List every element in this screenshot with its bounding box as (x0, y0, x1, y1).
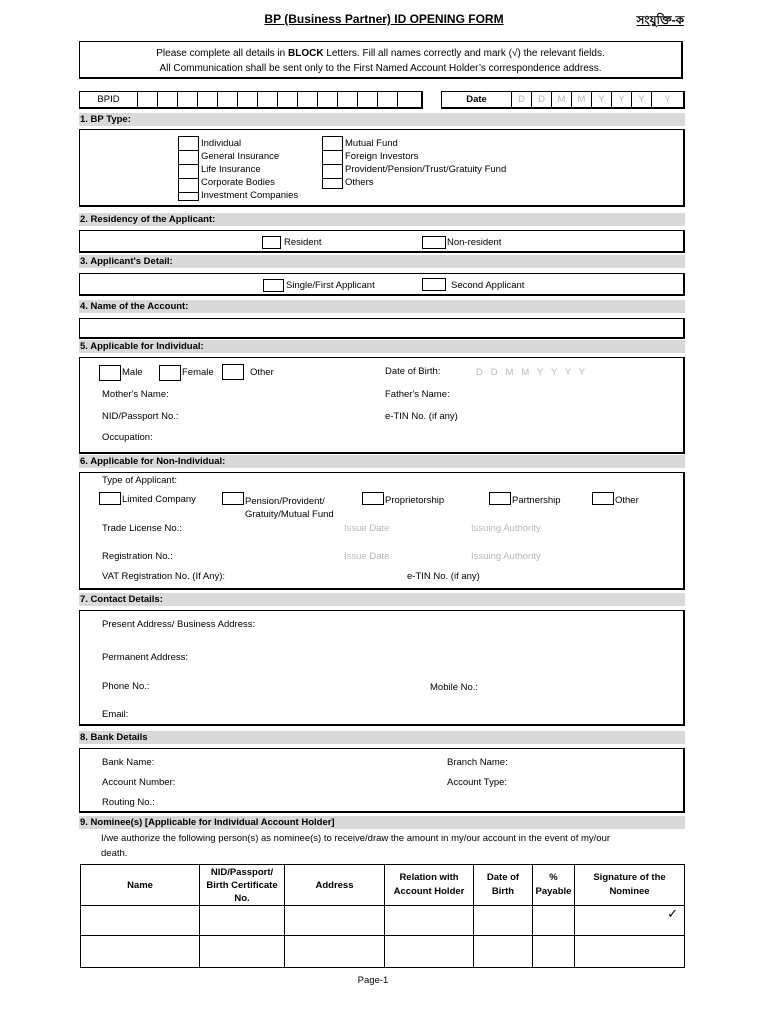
pension-checkbox[interactable] (222, 492, 244, 505)
second-applicant-checkbox[interactable] (422, 278, 446, 291)
bp-type-mutual-fund: Mutual Fund (345, 138, 398, 149)
partnership-label: Partnership (512, 495, 561, 506)
nid-label: NID/Passport No.: (102, 411, 179, 422)
nominee-nid-cell[interactable] (200, 906, 285, 936)
trade-issuing-authority-placeholder[interactable]: Issuing Authority (471, 523, 541, 534)
bpid-digit-cell[interactable] (158, 92, 178, 107)
nominee-name-cell[interactable] (81, 906, 200, 936)
nominee-relation-cell[interactable] (385, 936, 474, 968)
checkbox[interactable] (323, 137, 342, 151)
bp-type-others: Others (345, 177, 374, 188)
bp-type-corporate-bodies: Corporate Bodies (201, 177, 275, 188)
bp-type-left-labels (201, 137, 298, 202)
section-bp-type: 1. BP Type: (79, 113, 685, 126)
residency-box (79, 230, 685, 253)
instructions-line1-pre: Please complete all details in (156, 48, 289, 59)
nominee-name-cell[interactable] (81, 936, 200, 968)
bp-type-foreign-investors: Foreign Investors (345, 151, 419, 162)
present-address-label: Present Address/ Business Address: (102, 619, 256, 630)
section-account-name: 4. Name of the Account: (79, 300, 685, 313)
bank-name-label: Bank Name: (102, 757, 155, 768)
female-label: Female (182, 367, 214, 378)
bpid-digit-cell[interactable] (138, 92, 158, 107)
nominee-relation-cell[interactable] (385, 906, 474, 936)
date-cell[interactable]: M (572, 92, 592, 107)
date-cell[interactable]: Y (612, 92, 632, 107)
non-individual-etin-label: e-TIN No. (if any) (407, 571, 480, 582)
pension-label-line1: Pension/Provident/ (245, 496, 325, 507)
col-signature (575, 865, 685, 906)
instructions-box (79, 41, 683, 79)
registration-label: Registration No.: (102, 551, 173, 562)
nominee-dob-cell[interactable] (474, 906, 533, 936)
resident-label: Resident (284, 237, 322, 248)
nominee-authorization-text (101, 831, 610, 861)
nominee-payable-cell[interactable] (533, 906, 575, 936)
date-cell[interactable]: Y (592, 92, 612, 107)
first-applicant-label: Single/First Applicant (286, 280, 375, 291)
bpid-digit-cell[interactable] (338, 92, 358, 107)
section-applicant-detail: 3. Applicant's Detail: (79, 255, 685, 268)
proprietorship-label: Proprietorship (385, 495, 445, 506)
table-row (81, 936, 685, 968)
account-type-label: Account Type: (447, 777, 508, 788)
female-checkbox[interactable] (159, 365, 181, 381)
mobile-label: Mobile No.: (430, 682, 479, 693)
limited-company-label: Limited Company (122, 494, 196, 505)
table-row (81, 906, 685, 936)
nominee-address-cell[interactable] (285, 906, 385, 936)
nominee-text-line2: death. (101, 848, 128, 859)
bpid-digit-cell[interactable] (178, 92, 198, 107)
other-type-label: Other (615, 495, 639, 506)
registration-issuing-authority-placeholder[interactable]: Issuing Authority (471, 551, 541, 562)
nominee-address-cell[interactable] (285, 936, 385, 968)
dob-placeholder[interactable]: D D M M Y Y Y Y (476, 367, 586, 378)
col-payable-line2: Payable (535, 886, 572, 897)
second-applicant-label: Second Applicant (451, 280, 525, 291)
col-dob-line2: Birth (491, 886, 515, 897)
col-dob-line1: Date of (486, 872, 520, 883)
mother-name-label: Mother's Name: (102, 389, 169, 400)
email-label: Email: (102, 709, 129, 720)
applicant-detail-box (79, 273, 685, 296)
bpid-digit-cell[interactable] (218, 92, 238, 107)
checkbox[interactable] (179, 193, 198, 204)
etin-label: e-TIN No. (if any) (385, 411, 458, 422)
bpid-digit-cell[interactable] (198, 92, 218, 107)
checkbox[interactable] (323, 151, 342, 165)
col-nid-line3: No. (234, 892, 250, 904)
col-nid-line2: Birth Certificate (206, 879, 278, 891)
bpid-digit-cell[interactable] (278, 92, 298, 107)
col-address: Address (285, 865, 385, 906)
account-name-input[interactable] (79, 318, 685, 339)
bpid-label: BPID (80, 92, 138, 107)
nominee-table (80, 864, 685, 968)
col-signature-line1: Signature of the (593, 872, 666, 883)
nominee-payable-cell[interactable] (533, 936, 575, 968)
bpid-digit-cell[interactable] (298, 92, 318, 107)
bpid-digit-cell[interactable] (258, 92, 278, 107)
permanent-address-label: Permanent Address: (102, 652, 189, 663)
checkbox[interactable] (179, 137, 198, 151)
non-resident-checkbox[interactable] (422, 236, 446, 249)
date-cell[interactable]: D (512, 92, 532, 107)
date-cell[interactable]: Y (632, 92, 652, 107)
section-bank: 8. Bank Details (79, 731, 685, 744)
col-relation-line2: Account Holder (393, 886, 465, 897)
other-checkbox[interactable] (222, 364, 244, 380)
bpid-digit-cell[interactable] (358, 92, 378, 107)
other-type-checkbox[interactable] (592, 492, 614, 505)
bp-type-general-insurance: General Insurance (201, 151, 280, 162)
form-title: BP (Business Partner) ID OPENING FORM (264, 12, 504, 26)
col-payable (533, 865, 575, 906)
instructions-line1-post: Letters. Fill all names correctly and mark (√) the relevant fields. (323, 48, 605, 59)
male-checkbox[interactable] (99, 365, 121, 381)
bp-type-investment-companies: Investment Companies (201, 190, 299, 201)
account-number-label: Account Number: (102, 777, 176, 788)
section-contact: 7. Contact Details: (79, 593, 685, 606)
nominee-signature-cell[interactable] (575, 936, 685, 968)
section-nominee: 9. Nominee(s) [Applicable for Individual Account Holder] (79, 816, 685, 829)
checkbox[interactable] (179, 151, 198, 165)
proprietorship-checkbox[interactable] (362, 492, 384, 505)
date-cell[interactable]: Y (664, 94, 671, 105)
bpid-digit-cell[interactable] (378, 92, 398, 107)
other-label: Other (250, 367, 274, 378)
non-resident-label: Non-resident (447, 237, 502, 248)
date-field[interactable] (441, 91, 685, 109)
bp-type-checkbox-group-left[interactable] (178, 136, 199, 201)
bpid-digit-cell[interactable] (318, 92, 338, 107)
nominee-nid-cell[interactable] (200, 936, 285, 968)
section-residency: 2. Residency of the Applicant: (79, 213, 685, 226)
vat-label: VAT Registration No. (If Any): (102, 571, 226, 582)
pension-label (245, 495, 334, 521)
routing-label: Routing No.: (102, 797, 155, 808)
trade-license-label: Trade License No.: (102, 523, 182, 534)
page-number: Page-1 (357, 975, 389, 986)
nominee-table-header (81, 865, 685, 906)
registration-issue-date-placeholder[interactable]: Issue Date (344, 551, 390, 562)
type-of-applicant-label: Type of Applicant: (102, 475, 177, 486)
phone-label: Phone No.: (102, 681, 150, 692)
nominee-signature-cell[interactable] (575, 906, 685, 936)
bp-type-life-insurance: Life Insurance (201, 164, 261, 175)
resident-checkbox[interactable] (262, 236, 281, 249)
checkbox[interactable] (323, 165, 342, 179)
father-name-label: Father's Name: (385, 389, 450, 400)
bp-type-checkbox-group-right[interactable] (322, 136, 343, 189)
date-cell[interactable]: D (532, 92, 552, 107)
col-relation-line1: Relation with (399, 872, 459, 883)
col-nid (200, 865, 285, 906)
limited-company-checkbox[interactable] (99, 492, 121, 505)
checkbox[interactable] (179, 165, 198, 179)
bp-type-provident-pension: Provident/Pension/Trust/Gratuity Fund (345, 164, 507, 175)
bpid-field[interactable] (79, 91, 423, 109)
bpid-digit-cell[interactable] (398, 92, 421, 107)
bp-type-individual: Individual (201, 138, 242, 149)
checkbox[interactable] (323, 179, 342, 190)
col-payable-line1: % (549, 872, 558, 883)
section-non-individual: 6. Applicable for Non-Individual: (79, 455, 685, 468)
bpid-digit-cell[interactable] (238, 92, 258, 107)
first-applicant-checkbox[interactable] (263, 279, 284, 292)
occupation-label: Occupation: (102, 432, 153, 443)
check-mark-icon: ✓ (667, 906, 678, 921)
nominee-text-line1: I/we authorize the following person(s) as nominee(s) to receive/draw the amount in my/our account in the event of my/our (101, 833, 611, 844)
pension-label-line2: Gratuity/Mutual Fund (245, 509, 334, 520)
partnership-checkbox[interactable] (489, 492, 511, 505)
date-label: Date (442, 92, 512, 107)
col-name: Name (81, 865, 200, 906)
instructions-line2: All Communication shall be sent only to the First Named Account Holder’s correspondence address. (159, 63, 602, 74)
trade-issue-date-placeholder[interactable]: Issue Date (344, 523, 390, 534)
section-individual: 5. Applicable for Individual: (79, 340, 685, 353)
col-nid-line1: NID/Passport/ (210, 866, 274, 878)
col-signature-line2: Nominee (609, 886, 650, 897)
date-cell[interactable]: M (552, 92, 572, 107)
annex-label: সংযুক্তি-ক (636, 13, 684, 27)
branch-name-label: Branch Name: (447, 757, 508, 768)
instructions-block-word: BLOCK (288, 48, 324, 59)
nominee-dob-cell[interactable] (474, 936, 533, 968)
col-dob (474, 865, 533, 906)
dob-label: Date of Birth: (385, 366, 441, 377)
male-label: Male (122, 367, 143, 378)
bp-type-right-labels (345, 137, 506, 189)
checkbox[interactable] (179, 179, 198, 193)
col-relation (385, 865, 474, 906)
